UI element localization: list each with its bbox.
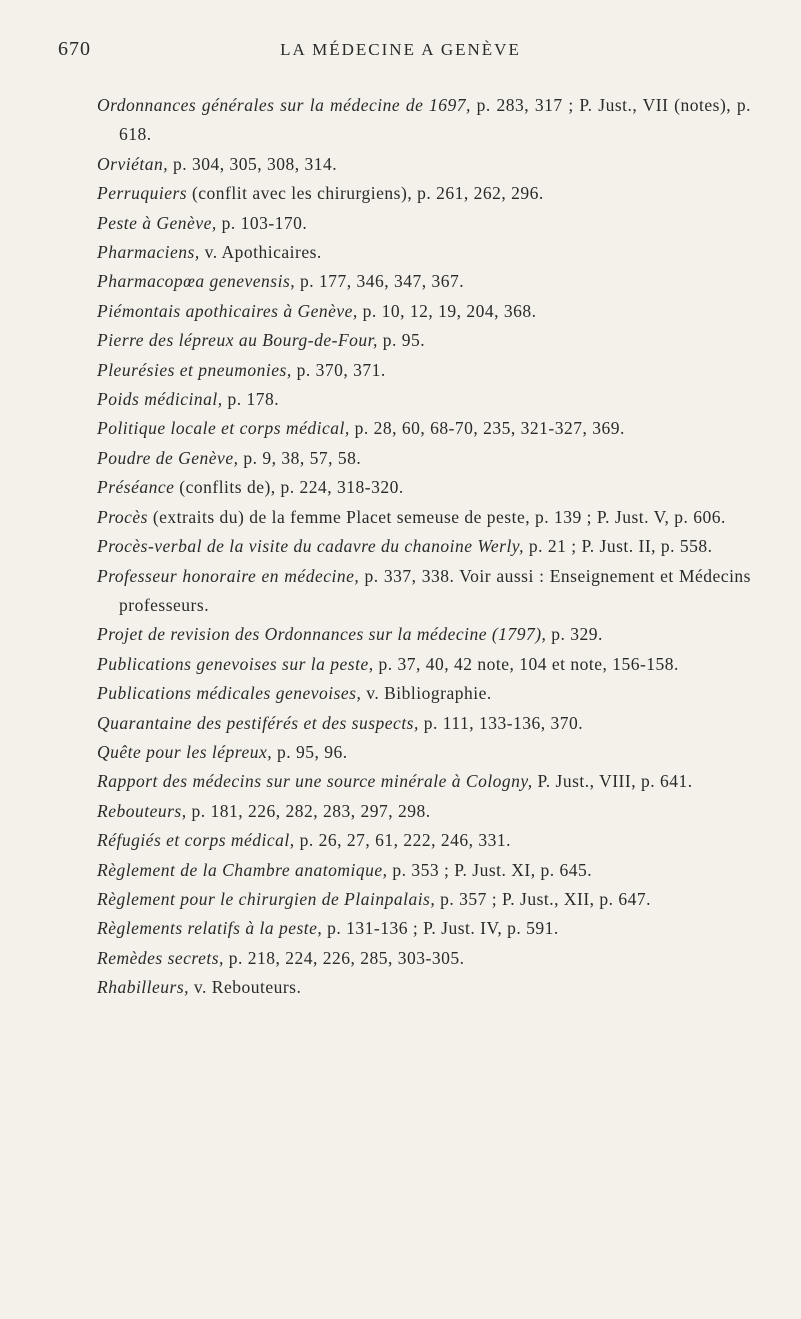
entry-term: Perruquiers <box>97 183 188 204</box>
page-header <box>58 38 743 68</box>
entry-ref: p. 95. <box>377 330 426 351</box>
index-entry <box>97 914 751 943</box>
entry-ref: p. 178. <box>222 389 280 410</box>
index-entry <box>97 91 751 150</box>
entry-ref: P. Just., VIII, p. 641. <box>532 771 693 792</box>
entry-ref: v. Apothicaires. <box>199 242 322 263</box>
entry-ref: p. 10, 12, 19, 204, 368. <box>357 300 537 321</box>
entry-ref: p. 181, 226, 282, 283, 297, 298. <box>186 800 431 821</box>
entry-ref: p. 283, 317 ; P. Just., VII (notes), p. 618. <box>119 95 751 145</box>
index-entry <box>97 209 751 238</box>
entry-ref: p. 26, 27, 61, 222, 246, 331. <box>294 830 511 851</box>
index-entry <box>97 679 751 708</box>
index-entry <box>97 620 751 649</box>
entry-term: Pharmacopœa genevensis, <box>97 271 296 292</box>
entry-term: Quarantaine des pestiférés et des suspects, <box>97 712 419 733</box>
entry-term: Rhabilleurs, <box>97 977 190 998</box>
index-entry <box>97 767 751 796</box>
entry-term: Préséance <box>97 477 175 498</box>
index-entry <box>97 532 751 561</box>
entry-term: Projet de revision des Ordonnances sur la médecine (1797), <box>97 624 547 645</box>
entry-term: Pierre des lépreux au Bourg-de-Four, <box>97 330 378 351</box>
entry-term: Rapport des médecins sur une source minérale à Cologny, <box>97 771 533 792</box>
entry-term: Orviétan, <box>97 153 169 174</box>
entry-ref: p. 103-170. <box>216 212 308 233</box>
index-entry <box>97 179 751 208</box>
index-entry <box>97 385 751 414</box>
entry-ref: p. 37, 40, 42 note, 104 et note, 156-158. <box>373 653 679 674</box>
entry-ref: p. 111, 133-136, 370. <box>418 712 584 733</box>
entry-ref: v. Rebouteurs. <box>189 977 302 998</box>
entry-ref: p. 9, 38, 57, 58. <box>238 447 362 468</box>
entry-term: Pharmaciens, <box>97 242 200 263</box>
index-entry <box>97 797 751 826</box>
index-entry <box>97 267 751 296</box>
entry-term: Piémontais apothicaires à Genève, <box>97 300 358 321</box>
index-entry <box>97 444 751 473</box>
entry-ref: p. 357 ; P. Just., XII, p. 647. <box>435 888 652 909</box>
entry-ref: p. 95, 96. <box>272 741 348 762</box>
entry-term: Règlements relatifs à la peste, <box>97 918 323 939</box>
entry-ref: p. 177, 346, 347, 367. <box>295 271 465 292</box>
index-entry <box>97 562 751 621</box>
index-entry <box>97 414 751 443</box>
entry-term: Professeur honoraire en médecine, <box>97 565 360 586</box>
entry-term: Règlement de la Chambre anatomique, <box>97 859 388 880</box>
index-list <box>97 91 751 1003</box>
entry-ref: p. 21 ; P. Just. II, p. 558. <box>524 536 713 557</box>
entry-term: Règlement pour le chirurgien de Plainpalais, <box>97 888 436 909</box>
entry-ref: p. 304, 305, 308, 314. <box>168 153 338 174</box>
entry-term: Rebouteurs, <box>97 800 187 821</box>
index-entry <box>97 238 751 267</box>
entry-ref: p. 131-136 ; P. Just. IV, p. 591. <box>322 918 559 939</box>
entry-ref: v. Bibliographie. <box>361 683 492 704</box>
index-entry <box>97 738 751 767</box>
entry-term: Ordonnances générales sur la médecine de 1697, <box>97 95 471 115</box>
entry-ref: p. 28, 60, 68-70, 235, 321-327, 369. <box>349 418 625 439</box>
index-entry <box>97 944 751 973</box>
entry-ref: (extraits du) de la femme Placet semeuse de peste, p. 139 ; P. Just. V, p. 606. <box>147 506 726 527</box>
entry-ref: p. 218, 224, 226, 285, 303-305. <box>223 947 465 968</box>
index-entry <box>97 356 751 385</box>
entry-term: Procès-verbal de la visite du cadavre du chanoine Werly, <box>97 536 524 557</box>
entry-term: Pleurésies et pneumonies, <box>97 359 292 380</box>
entry-ref: (conflits de), p. 224, 318-320. <box>174 477 404 498</box>
page-number: 670 <box>58 38 91 60</box>
entry-term: Poudre de Genève, <box>97 447 239 468</box>
entry-ref: (conflit avec les chirurgiens), p. 261, 262, 296. <box>187 183 544 204</box>
entry-term: Réfugiés et corps médical, <box>97 830 295 851</box>
index-entry <box>97 973 751 1002</box>
entry-term: Politique locale et corps médical, <box>97 418 350 439</box>
entry-ref: p. 337, 338. Voir aussi : Enseignement et Médecins professeurs. <box>119 565 751 615</box>
entry-ref: p. 329. <box>546 624 603 645</box>
index-entry <box>97 297 751 326</box>
entry-term: Procès <box>97 506 148 527</box>
index-entry <box>97 503 751 532</box>
index-entry <box>97 326 751 355</box>
entry-term: Peste à Genève, <box>97 212 217 233</box>
entry-term: Quête pour les lépreux, <box>97 741 273 762</box>
entry-term: Publications genevoises sur la peste, <box>97 653 374 674</box>
index-entry <box>97 709 751 738</box>
running-head: LA MÉDECINE A GENÈVE <box>280 40 521 59</box>
entry-term: Remèdes secrets, <box>97 947 224 968</box>
index-entry <box>97 885 751 914</box>
entry-term: Publications médicales genevoises, <box>97 683 362 704</box>
entry-term: Poids médicinal, <box>97 389 223 410</box>
index-entry <box>97 826 751 855</box>
index-entry <box>97 150 751 179</box>
index-entry <box>97 473 751 502</box>
entry-ref: p. 353 ; P. Just. XI, p. 645. <box>387 859 593 880</box>
index-entry <box>97 856 751 885</box>
entry-ref: p. 370, 371. <box>291 359 386 380</box>
index-entry <box>97 650 751 679</box>
